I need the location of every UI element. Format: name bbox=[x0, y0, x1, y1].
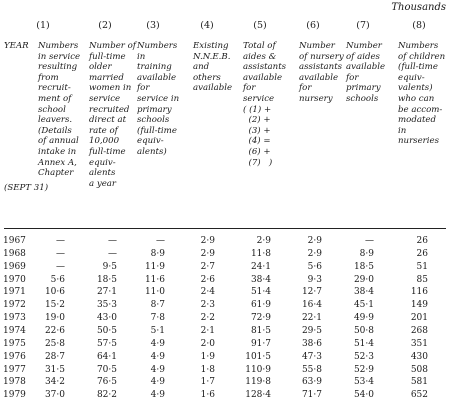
table-row bbox=[0, 275, 450, 286]
value-cell-col3: 11·9 bbox=[144, 261, 165, 272]
year-cell: 1978 bbox=[3, 377, 26, 388]
value-cell-col7: 8·9 bbox=[359, 248, 374, 259]
value-cell-col6: 47·3 bbox=[301, 351, 322, 362]
header-line: available bbox=[243, 72, 283, 83]
value-cell-col6: 12·7 bbox=[301, 287, 322, 298]
value-cell-col5: 2·9 bbox=[256, 236, 271, 246]
value-cell-col8: 149 bbox=[410, 300, 428, 311]
value-cell-col1: — bbox=[56, 261, 65, 272]
header-line: alents bbox=[89, 168, 116, 179]
value-cell-col3: 11·6 bbox=[144, 274, 165, 285]
value-cell-col8: 26 bbox=[416, 236, 428, 246]
value-cell-col7: 38·4 bbox=[353, 287, 374, 298]
table-row bbox=[0, 249, 450, 260]
value-cell-col2: 82·2 bbox=[96, 390, 117, 401]
header-line: (3) + bbox=[243, 125, 271, 136]
header-line: Existing bbox=[193, 41, 229, 51]
value-cell-col8: 351 bbox=[410, 338, 428, 349]
value-cell-col6: 2·9 bbox=[307, 248, 322, 259]
header-line: others bbox=[193, 72, 221, 83]
value-cell-col7: 52·9 bbox=[353, 364, 374, 375]
header-line: (Details bbox=[38, 125, 72, 136]
header-line: ( (1) + bbox=[243, 104, 272, 115]
value-cell-col2: 76·5 bbox=[96, 377, 117, 388]
header-line: valents) bbox=[398, 83, 433, 94]
value-cell-col5: 11·8 bbox=[250, 248, 271, 259]
value-cell-col7: 45·1 bbox=[353, 300, 374, 311]
value-cell-col6: 5·6 bbox=[307, 261, 322, 272]
column-number-row bbox=[0, 20, 450, 34]
value-cell-col3: 11·0 bbox=[144, 287, 165, 298]
table-row bbox=[0, 352, 450, 363]
header-line: full-time bbox=[89, 146, 126, 157]
year-cell: 1977 bbox=[3, 364, 26, 375]
value-cell-col1: 31·5 bbox=[44, 364, 65, 375]
year-cell: 1969 bbox=[3, 261, 26, 272]
value-cell-col3: 7·8 bbox=[150, 313, 165, 324]
header-line: available bbox=[193, 83, 233, 94]
table-row bbox=[0, 339, 450, 350]
header-line: equiv- bbox=[89, 157, 116, 168]
value-cell-col2: — bbox=[108, 236, 117, 246]
header-year-foot bbox=[4, 183, 48, 194]
header-col2 bbox=[89, 41, 136, 189]
value-cell-col2: 18·5 bbox=[96, 274, 117, 285]
value-cell-col5: 72·9 bbox=[250, 313, 271, 324]
value-cell-col8: 508 bbox=[410, 364, 428, 375]
header-line: Numbers bbox=[38, 41, 79, 51]
value-cell-col5: 51·4 bbox=[250, 287, 271, 298]
header-line: a year bbox=[89, 178, 117, 189]
year-cell: 1970 bbox=[3, 274, 26, 285]
value-cell-col4: 1·8 bbox=[200, 364, 215, 375]
header-line: who can bbox=[398, 93, 435, 104]
header-line: (SEPT 31) bbox=[4, 183, 49, 193]
header-line: ment of bbox=[38, 93, 72, 104]
header-line: be accom- bbox=[398, 104, 443, 115]
header-line: (4) = bbox=[243, 136, 271, 147]
header-line: (6) + bbox=[243, 146, 271, 157]
year-cell: 1979 bbox=[3, 390, 26, 401]
column-number-3: (3) bbox=[146, 20, 160, 31]
value-cell-col6: 29·5 bbox=[301, 325, 322, 336]
value-cell-col4: 2·1 bbox=[200, 325, 215, 336]
header-line: older bbox=[89, 62, 112, 73]
value-cell-col7: — bbox=[365, 236, 374, 246]
year-cell: 1976 bbox=[3, 351, 26, 362]
header-line: service bbox=[243, 93, 275, 104]
value-cell-col2: 57·5 bbox=[96, 338, 117, 349]
column-number-7: (7) bbox=[356, 20, 370, 31]
header-line: training bbox=[137, 62, 172, 73]
value-cell-col4: 2·2 bbox=[200, 313, 215, 324]
header-line: for bbox=[243, 83, 256, 94]
header-line: of aides bbox=[346, 51, 380, 62]
column-number-5: (5) bbox=[253, 20, 267, 31]
table-row bbox=[0, 313, 450, 324]
value-cell-col3: 4·9 bbox=[150, 364, 165, 375]
header-col5 bbox=[243, 41, 286, 168]
value-cell-col8: 430 bbox=[410, 351, 428, 362]
value-cell-col3: 5·1 bbox=[150, 325, 165, 336]
header-line: and bbox=[193, 62, 210, 73]
header-line: for bbox=[137, 83, 150, 94]
header-line: of nursery bbox=[299, 51, 344, 62]
value-cell-col5: 128·4 bbox=[245, 390, 271, 401]
header-line: leavers. bbox=[38, 115, 73, 126]
value-cell-col2: 27·1 bbox=[96, 287, 117, 298]
header-line: (full-time bbox=[137, 125, 177, 136]
header-line: nurseries bbox=[398, 136, 440, 147]
header-line: Chapter bbox=[38, 168, 74, 179]
header-line: primary bbox=[137, 104, 172, 115]
value-cell-col8: 85 bbox=[416, 274, 428, 285]
header-line: N.N.E.B. bbox=[193, 51, 231, 62]
header-line: Numbers bbox=[398, 41, 439, 51]
value-cell-col4: 1·9 bbox=[200, 351, 215, 362]
header-line: (7) ) bbox=[243, 157, 273, 168]
header-line: aides & bbox=[243, 51, 277, 62]
value-cell-col4: 2·0 bbox=[200, 338, 215, 349]
header-line: equiv- bbox=[137, 136, 164, 147]
header-line: in service bbox=[38, 51, 81, 62]
value-cell-col8: 652 bbox=[410, 390, 428, 401]
value-cell-col1: 5·6 bbox=[50, 274, 65, 285]
value-cell-col3: 4·9 bbox=[150, 338, 165, 349]
value-cell-col1: 15·2 bbox=[44, 300, 65, 311]
value-cell-col5: 101·5 bbox=[245, 351, 271, 362]
header-line: recruit- bbox=[38, 83, 71, 94]
year-cell: 1975 bbox=[3, 338, 26, 349]
value-cell-col6: 2·9 bbox=[307, 236, 322, 246]
header-line: Number bbox=[346, 41, 382, 51]
value-cell-col2: 70·5 bbox=[96, 364, 117, 375]
header-line: school bbox=[38, 104, 66, 115]
year-cell: 1973 bbox=[3, 313, 26, 324]
header-line: (2) + bbox=[243, 115, 271, 126]
header-line: women in bbox=[89, 83, 132, 94]
value-cell-col3: 8·9 bbox=[150, 248, 165, 259]
header-line: schools bbox=[346, 93, 379, 104]
header-col4 bbox=[193, 41, 232, 94]
header-line: Total of bbox=[243, 41, 276, 51]
header-line: resulting bbox=[38, 62, 78, 73]
header-line: nursery bbox=[299, 93, 333, 104]
column-number-1: (1) bbox=[36, 20, 50, 31]
header-line: YEAR bbox=[4, 41, 29, 51]
value-cell-col2: — bbox=[108, 248, 117, 259]
table-row bbox=[0, 287, 450, 298]
header-line: (full-time bbox=[398, 62, 438, 73]
value-cell-col1: 22·6 bbox=[44, 325, 65, 336]
header-col3 bbox=[137, 41, 179, 158]
table-row bbox=[0, 262, 450, 273]
value-cell-col4: 1·6 bbox=[200, 390, 215, 401]
header-line: alents) bbox=[137, 146, 167, 157]
value-cell-col4: 2·9 bbox=[200, 248, 215, 259]
value-cell-col4: 1·7 bbox=[200, 377, 215, 388]
header-line: Numbers bbox=[137, 41, 178, 51]
value-cell-col1: 37·0 bbox=[44, 390, 65, 401]
header-col1 bbox=[38, 41, 80, 179]
value-cell-col5: 91·7 bbox=[250, 338, 271, 349]
header-line: equiv- bbox=[398, 72, 425, 83]
value-cell-col7: 51·4 bbox=[353, 338, 374, 349]
value-cell-col5: 38·4 bbox=[250, 274, 271, 285]
value-cell-col5: 81·5 bbox=[250, 325, 271, 336]
header-line: service bbox=[89, 93, 121, 104]
value-cell-col1: — bbox=[56, 248, 65, 259]
header-line: 10,000 bbox=[89, 136, 120, 147]
header-line: assistants bbox=[243, 62, 287, 73]
value-cell-col3: — bbox=[156, 236, 165, 246]
header-col6 bbox=[299, 41, 344, 105]
value-cell-col3: 4·9 bbox=[150, 377, 165, 388]
value-cell-col6: 22·1 bbox=[301, 313, 322, 324]
table-row bbox=[0, 326, 450, 337]
value-cell-col7: 18·5 bbox=[353, 261, 374, 272]
value-cell-col5: 119·8 bbox=[245, 377, 271, 388]
value-cell-col4: 2·4 bbox=[200, 287, 215, 298]
header-line: of annual bbox=[38, 136, 79, 147]
value-cell-col8: 268 bbox=[410, 325, 428, 336]
header-line: full-time bbox=[89, 51, 126, 62]
value-cell-col6: 16·4 bbox=[301, 300, 322, 311]
table-row bbox=[0, 236, 450, 247]
header-line: for bbox=[299, 83, 312, 94]
value-cell-col1: 34·2 bbox=[44, 377, 65, 388]
header-line: Annex A, bbox=[38, 157, 77, 168]
value-cell-col8: 51 bbox=[416, 261, 428, 272]
value-cell-col3: 4·9 bbox=[150, 351, 165, 362]
value-cell-col6: 55·8 bbox=[301, 364, 322, 375]
value-cell-col7: 54·0 bbox=[353, 390, 374, 401]
header-line: recruited bbox=[89, 104, 130, 115]
value-cell-col8: 26 bbox=[416, 248, 428, 259]
year-cell: 1974 bbox=[3, 325, 26, 336]
header-line: intake in bbox=[38, 146, 77, 157]
header-line: rate of bbox=[89, 125, 118, 136]
value-cell-col2: 35·3 bbox=[96, 300, 117, 311]
header-line: of children bbox=[398, 51, 446, 62]
value-cell-col3: 4·9 bbox=[150, 390, 165, 401]
column-number-4: (4) bbox=[200, 20, 214, 31]
value-cell-col4: 2·9 bbox=[200, 236, 215, 246]
header-line: available bbox=[299, 72, 339, 83]
value-cell-col1: 28·7 bbox=[44, 351, 65, 362]
header-line: assistants bbox=[299, 62, 343, 73]
header-line: in bbox=[398, 125, 407, 136]
header-line: for bbox=[346, 72, 359, 83]
value-cell-col6: 63·9 bbox=[301, 377, 322, 388]
header-line: schools bbox=[137, 115, 170, 126]
value-cell-col5: 110·9 bbox=[245, 364, 271, 375]
header-line: primary bbox=[346, 83, 381, 94]
value-cell-col2: 64·1 bbox=[96, 351, 117, 362]
year-cell: 1968 bbox=[3, 248, 26, 259]
value-cell-col5: 24·1 bbox=[250, 261, 271, 272]
value-cell-col4: 2·7 bbox=[200, 261, 215, 272]
value-cell-col2: 50·5 bbox=[96, 325, 117, 336]
value-cell-col1: 19·0 bbox=[44, 313, 65, 324]
value-cell-col7: 52·3 bbox=[353, 351, 374, 362]
units-label: Thousands bbox=[391, 2, 446, 13]
table-row bbox=[0, 390, 450, 401]
table-row bbox=[0, 365, 450, 376]
value-cell-col5: 61·9 bbox=[250, 300, 271, 311]
value-cell-col8: 116 bbox=[410, 287, 428, 298]
value-cell-col8: 581 bbox=[410, 377, 428, 388]
header-line: in bbox=[137, 51, 146, 62]
column-number-8: (8) bbox=[412, 20, 426, 31]
column-number-2: (2) bbox=[98, 20, 112, 31]
year-cell: 1967 bbox=[3, 236, 26, 246]
value-cell-col8: 201 bbox=[410, 313, 428, 324]
value-cell-col6: 9·3 bbox=[307, 274, 322, 285]
header-line: from bbox=[38, 72, 59, 83]
header-line: Number of bbox=[89, 41, 136, 51]
table-row bbox=[0, 377, 450, 388]
header-line: available bbox=[137, 72, 177, 83]
header-line: service in bbox=[137, 93, 180, 104]
header-divider bbox=[4, 228, 446, 229]
value-cell-col4: 2·3 bbox=[200, 300, 215, 311]
header-line: modated bbox=[398, 115, 436, 126]
value-cell-col1: 10·6 bbox=[44, 287, 65, 298]
value-cell-col6: 71·7 bbox=[301, 390, 322, 401]
value-cell-col7: 49·9 bbox=[353, 313, 374, 324]
table-row bbox=[0, 300, 450, 311]
header-line: Number bbox=[299, 41, 335, 51]
value-cell-col7: 50·8 bbox=[353, 325, 374, 336]
value-cell-col2: 43·0 bbox=[96, 313, 117, 324]
value-cell-col6: 38·6 bbox=[301, 338, 322, 349]
column-number-6: (6) bbox=[306, 20, 320, 31]
header-col8 bbox=[398, 41, 445, 147]
value-cell-col2: 9·5 bbox=[102, 261, 117, 272]
value-cell-col7: 53·4 bbox=[353, 377, 374, 388]
value-cell-col4: 2·6 bbox=[200, 274, 215, 285]
header-col7 bbox=[346, 41, 385, 105]
value-cell-col1: 25·8 bbox=[44, 338, 65, 349]
year-cell: 1972 bbox=[3, 300, 26, 311]
value-cell-col3: 8·7 bbox=[150, 300, 165, 311]
value-cell-col7: 29·0 bbox=[353, 274, 374, 285]
header-line: direct at bbox=[89, 115, 127, 126]
year-cell: 1971 bbox=[3, 287, 26, 298]
header-line: married bbox=[89, 72, 124, 83]
header-line: available bbox=[346, 62, 386, 73]
value-cell-col1: — bbox=[56, 236, 65, 246]
header-year bbox=[4, 41, 29, 52]
